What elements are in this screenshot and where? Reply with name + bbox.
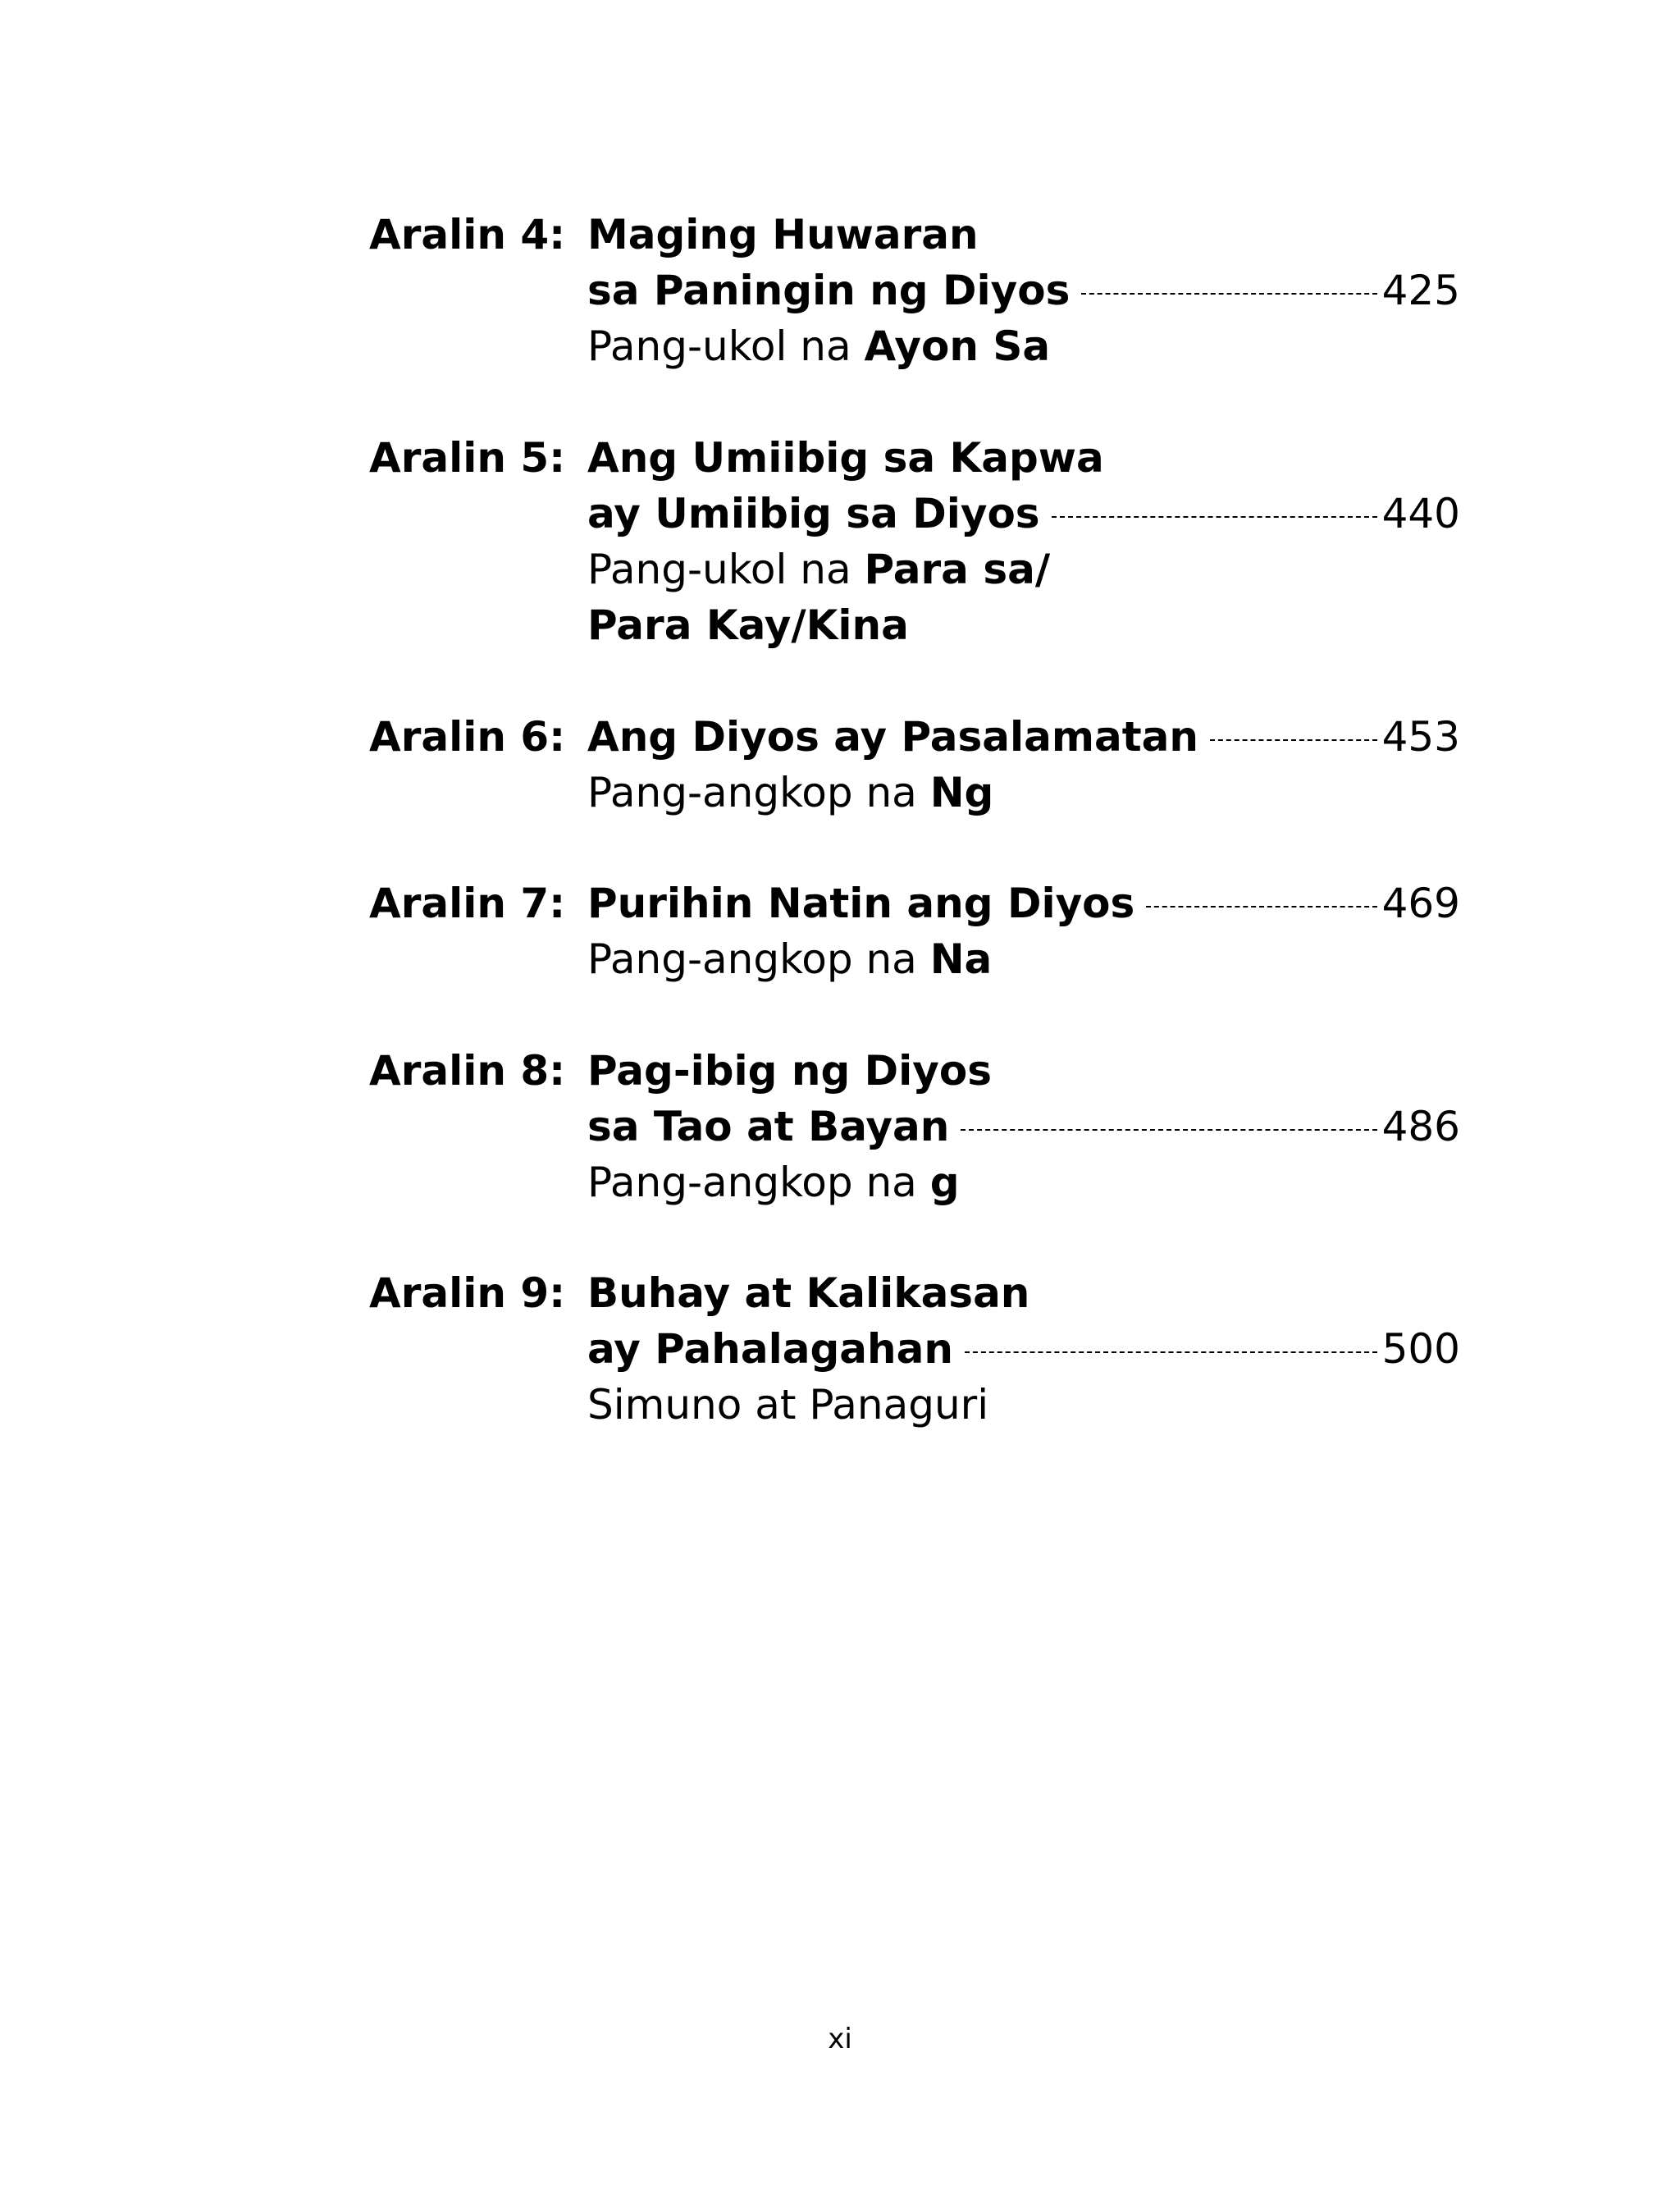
topic-keyword: Na <box>929 935 993 983</box>
lesson-title-line: ay Umiibig sa Diyos <box>587 490 1040 537</box>
lesson-leader-line[interactable] <box>587 1321 1460 1377</box>
page-folio: xi <box>828 2023 852 2055</box>
page-number: 453 <box>1381 713 1460 761</box>
lesson-leader-line[interactable] <box>587 876 1460 931</box>
lesson-body <box>587 207 1460 374</box>
lesson-topic-line <box>587 1377 1460 1433</box>
lesson-title-line: sa Tao at Bayan <box>587 1103 950 1150</box>
dot-leader <box>961 1129 1376 1131</box>
topic-text: Simuno at Panaguri <box>587 1381 989 1429</box>
lesson-label: Aralin 4: <box>369 211 566 258</box>
lesson-title-line: ay Pahalagahan <box>587 1325 953 1373</box>
topic-text: Pang-angkop na <box>587 1159 930 1206</box>
lesson-topic-line <box>587 597 1460 653</box>
lesson-label: Aralin 8: <box>369 1047 566 1095</box>
lesson-leader-line[interactable] <box>587 486 1460 542</box>
page-number: 440 <box>1381 490 1460 537</box>
dot-leader <box>965 1351 1377 1353</box>
lesson-title-line: Pag-ibig ng Diyos <box>587 1047 992 1095</box>
lesson-title-line: sa Paningin ng Diyos <box>587 267 1071 314</box>
dot-leader <box>1081 293 1376 295</box>
dot-leader <box>1210 739 1377 741</box>
lesson-topic-line <box>587 931 1460 987</box>
topic-text: Pang-angkop na <box>587 769 930 816</box>
topic-keyword: Para sa/ <box>864 546 1051 593</box>
lesson-leader-line[interactable] <box>587 709 1460 765</box>
topic-keyword: g <box>929 1159 960 1206</box>
topic-keyword: Ayon Sa <box>864 322 1051 370</box>
lesson-leader-line[interactable] <box>587 263 1460 318</box>
lesson-body <box>587 1265 1460 1433</box>
lesson-title-line: Ang Diyos ay Pasalamatan <box>587 713 1198 761</box>
lesson-title-line: Maging Huwaran <box>587 211 979 258</box>
lesson-topic-line <box>587 318 1460 374</box>
lesson-body <box>587 430 1460 653</box>
lesson-topic-line <box>587 1154 1460 1210</box>
lesson-body <box>587 709 1460 821</box>
topic-text: Pang-ukol na <box>587 322 865 370</box>
lesson-topic-line <box>587 765 1460 821</box>
page-number: 500 <box>1381 1325 1460 1373</box>
page-number: 425 <box>1381 267 1460 314</box>
page-number: 486 <box>1381 1103 1460 1150</box>
topic-keyword: Ng <box>929 769 994 816</box>
topic-text: Pang-angkop na <box>587 935 930 983</box>
lesson-title-line: Purihin Natin ang Diyos <box>587 880 1135 927</box>
lesson-body <box>587 1043 1460 1210</box>
dot-leader <box>1052 516 1377 518</box>
lesson-topic-line <box>587 542 1460 597</box>
page-number: 469 <box>1381 880 1460 927</box>
topic-keyword: Para Kay/Kina <box>587 601 909 649</box>
lesson-leader-line[interactable] <box>587 1099 1460 1154</box>
lesson-label: Aralin 7: <box>369 880 566 927</box>
lesson-label: Aralin 9: <box>369 1269 566 1317</box>
lesson-label: Aralin 5: <box>369 434 566 482</box>
lesson-title-line: Buhay at Kalikasan <box>587 1269 1030 1317</box>
lesson-title-line: Ang Umiibig sa Kapwa <box>587 434 1104 482</box>
lesson-label: Aralin 6: <box>369 713 566 761</box>
dot-leader <box>1146 906 1376 908</box>
topic-text: Pang-ukol na <box>587 546 865 593</box>
lesson-body <box>587 876 1460 987</box>
